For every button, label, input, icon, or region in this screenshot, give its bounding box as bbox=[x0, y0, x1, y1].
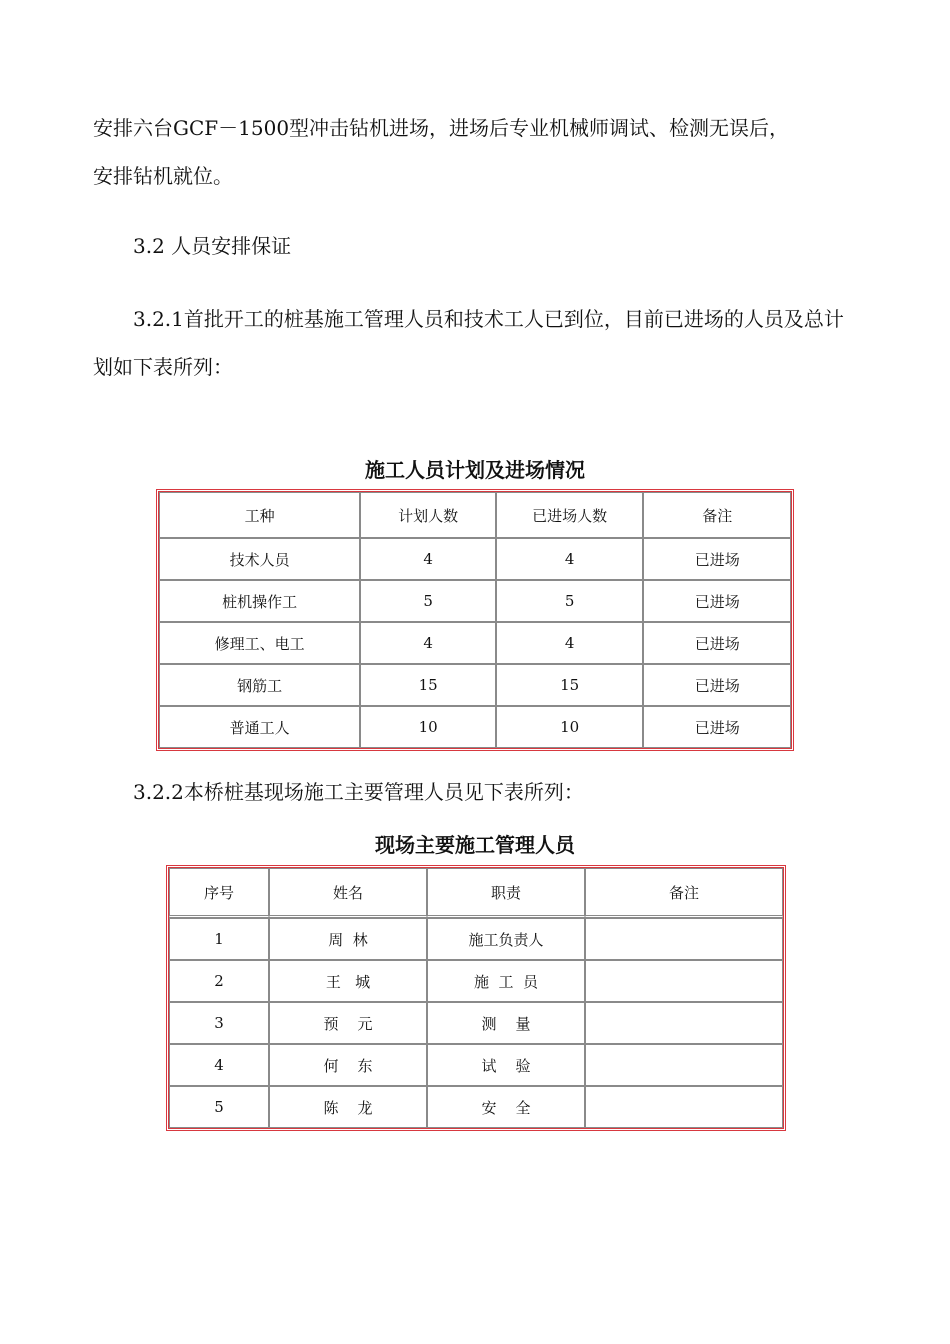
table-cell: 预 元 bbox=[269, 1002, 427, 1044]
header-cell: 备注 bbox=[585, 868, 783, 918]
table-cell: 已进场 bbox=[643, 664, 791, 706]
table-cell: 4 bbox=[360, 538, 496, 580]
table-cell: 已进场 bbox=[643, 580, 791, 622]
table-row bbox=[169, 1044, 783, 1086]
table-cell: 10 bbox=[360, 706, 496, 748]
table-cell: 修理工、电工 bbox=[159, 622, 360, 664]
table-row bbox=[159, 706, 791, 748]
paragraph-line: 安排六台GCF－1500型冲击钻机进场，进场后专业机械师调试、检测无误后， bbox=[93, 116, 790, 140]
table-cell: 周 林 bbox=[269, 918, 427, 960]
table-cell: 4 bbox=[496, 622, 644, 664]
paragraph-personnel: 3.2.1首批开工的桩基施工管理人员和技术工人已到位，目前已进场的人员及总计划如下表所列： bbox=[93, 307, 844, 379]
table-cell: 钢筋工 bbox=[159, 664, 360, 706]
personnel-plan-table bbox=[156, 489, 794, 751]
table-cell: 2 bbox=[169, 960, 269, 1002]
paragraph-line: 安排钻机就位。 bbox=[93, 164, 233, 188]
table-cell: 安 全 bbox=[427, 1086, 585, 1128]
table-row bbox=[159, 622, 791, 664]
table-cell: 普通工人 bbox=[159, 706, 360, 748]
table-cell: 4 bbox=[360, 622, 496, 664]
management-staff-table bbox=[166, 865, 786, 1131]
table-cell: 技术人员 bbox=[159, 538, 360, 580]
section-heading: 3.2 人员安排保证 bbox=[133, 234, 292, 258]
paragraph-management: 3.2.2本桥桩基现场施工主要管理人员见下表所列： bbox=[133, 780, 584, 804]
table-cell: 10 bbox=[496, 706, 644, 748]
header-cell: 备注 bbox=[643, 492, 791, 538]
table-cell: 已进场 bbox=[643, 622, 791, 664]
header-cell: 职责 bbox=[427, 868, 585, 918]
table-cell: 3 bbox=[169, 1002, 269, 1044]
table2-title: 现场主要施工管理人员 bbox=[375, 833, 575, 857]
table-cell bbox=[585, 1002, 783, 1044]
table-cell: 施工负责人 bbox=[427, 918, 585, 960]
table-row bbox=[169, 918, 783, 960]
table-cell: 施 工 员 bbox=[427, 960, 585, 1002]
paragraph-equipment bbox=[93, 104, 863, 200]
header-cell: 已进场人数 bbox=[496, 492, 644, 538]
header-cell: 序号 bbox=[169, 868, 269, 918]
table-cell bbox=[585, 1086, 783, 1128]
table-row bbox=[169, 960, 783, 1002]
table-cell: 桩机操作工 bbox=[159, 580, 360, 622]
table-row bbox=[159, 538, 791, 580]
table-cell: 15 bbox=[496, 664, 644, 706]
table-cell: 何 东 bbox=[269, 1044, 427, 1086]
header-cell: 工种 bbox=[159, 492, 360, 538]
table-cell: 4 bbox=[169, 1044, 269, 1086]
table-cell bbox=[585, 1044, 783, 1086]
table-cell: 已进场 bbox=[643, 538, 791, 580]
table-cell bbox=[585, 960, 783, 1002]
table-cell bbox=[585, 918, 783, 960]
table-cell: 1 bbox=[169, 918, 269, 960]
table-cell: 测 量 bbox=[427, 1002, 585, 1044]
table-cell: 陈 龙 bbox=[269, 1086, 427, 1128]
table-row bbox=[159, 664, 791, 706]
header-cell: 计划人数 bbox=[360, 492, 496, 538]
table-header-row bbox=[159, 492, 791, 538]
table-cell: 王 城 bbox=[269, 960, 427, 1002]
table-cell: 5 bbox=[496, 580, 644, 622]
table-cell: 已进场 bbox=[643, 706, 791, 748]
table-cell: 4 bbox=[496, 538, 644, 580]
table-cell: 5 bbox=[360, 580, 496, 622]
table-cell: 5 bbox=[169, 1086, 269, 1128]
table-cell: 15 bbox=[360, 664, 496, 706]
table1-title: 施工人员计划及进场情况 bbox=[365, 458, 585, 482]
header-cell: 姓名 bbox=[269, 868, 427, 918]
table-row bbox=[169, 1086, 783, 1128]
table-header-row bbox=[169, 868, 783, 918]
table-cell: 试 验 bbox=[427, 1044, 585, 1086]
table-row bbox=[159, 580, 791, 622]
table-row bbox=[169, 1002, 783, 1044]
